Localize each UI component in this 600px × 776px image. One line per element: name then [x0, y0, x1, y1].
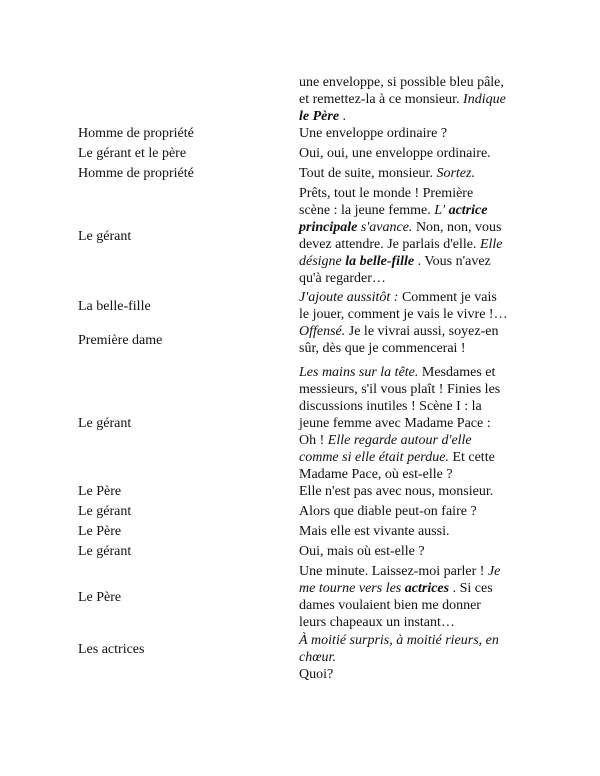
dialogue-line	[299, 398, 539, 415]
dialogue-line	[299, 614, 539, 631]
dialogue-text	[299, 74, 539, 125]
stage-direction: chœur.	[299, 650, 336, 665]
speaker-name: Les actrices	[78, 642, 145, 657]
dialogue-text	[299, 503, 539, 520]
spoken-text: Alors que diable peut-on faire ?	[299, 504, 477, 519]
dialogue-text	[299, 543, 539, 560]
spoken-text: Mais elle est vivante aussi.	[299, 524, 450, 539]
dialogue-text	[299, 364, 539, 483]
dialogue-text	[299, 323, 539, 357]
spoken-text: Une minute. Laissez-moi parler !	[299, 564, 488, 579]
stage-direction: Elle	[479, 237, 503, 252]
dialogue-line	[299, 289, 539, 306]
spoken-text: .	[339, 109, 347, 124]
dialogue-line	[299, 91, 539, 108]
emphasis-text: actrices	[404, 581, 450, 596]
stage-direction: Offensé.	[299, 324, 346, 339]
dialogue-line	[299, 270, 539, 287]
dialogue-line	[299, 364, 539, 381]
dialogue-text	[299, 125, 539, 142]
dialogue-line	[299, 253, 539, 270]
dialogue-text	[299, 483, 539, 500]
speaker-name: Le Père	[78, 524, 122, 539]
dialogue-text	[299, 632, 539, 666]
dialogue-line	[299, 523, 539, 540]
speaker-name: Le gérant	[78, 504, 132, 519]
dialogue-line	[299, 74, 539, 91]
spoken-text: devez attendre. Je parlais d'elle.	[299, 237, 480, 252]
emphasis-text: la belle-fille	[345, 254, 415, 269]
speaker-name: Première dame	[78, 333, 163, 348]
spoken-text: sûr, dès que je commencerai !	[299, 341, 466, 356]
dialogue-line	[299, 580, 539, 597]
speaker-name: Le Père	[78, 484, 122, 499]
dialogue-text	[299, 165, 539, 182]
dialogue-text	[299, 289, 539, 323]
dialogue-line	[299, 219, 539, 236]
spoken-text: le jouer, comment je vais le vivre !…	[299, 307, 508, 322]
spoken-text: Quoi?	[299, 667, 334, 682]
stage-direction: L'	[434, 203, 449, 218]
emphasis-text: principale	[299, 220, 358, 235]
spoken-text: Une enveloppe ordinaire ?	[299, 126, 448, 141]
dialogue-line	[299, 202, 539, 219]
spoken-text: et remettez-la à ce monsieur.	[299, 92, 464, 107]
stage-direction: désigne	[299, 254, 346, 269]
stage-direction: s'avance.	[357, 220, 413, 235]
dialogue-text	[299, 563, 539, 631]
dialogue-line	[299, 597, 539, 614]
spoken-text: Oui, mais où est-elle ?	[299, 544, 425, 559]
dialogue-line	[299, 543, 539, 560]
spoken-text: Tout de suite, monsieur.	[299, 166, 437, 181]
dialogue-line	[299, 466, 539, 483]
dialogue-line	[299, 108, 539, 125]
speaker-name: Le gérant	[78, 229, 132, 244]
emphasis-text: actrice	[448, 203, 488, 218]
stage-direction: Sortez.	[436, 166, 475, 181]
speaker-name: Homme de propriété	[78, 126, 194, 141]
dialogue-line	[299, 145, 539, 162]
dialogue-text	[299, 145, 539, 162]
dialogue-line	[299, 306, 539, 323]
spoken-text: Oui, oui, une enveloppe ordinaire.	[299, 146, 491, 161]
speaker-name: Le gérant	[78, 416, 132, 431]
dialogue-line	[299, 666, 539, 683]
dialogue-line	[299, 432, 539, 449]
emphasis-text: le Père	[299, 109, 340, 124]
dialogue-line	[299, 323, 539, 340]
dialogue-line	[299, 125, 539, 142]
speaker-name: Le Père	[78, 590, 122, 605]
speaker-name: La belle-fille	[78, 299, 151, 314]
dialogue-text	[299, 523, 539, 540]
spoken-text: Mesdames et	[418, 365, 496, 380]
spoken-text: Comment je vais	[398, 290, 497, 305]
dialogue-line	[299, 449, 539, 466]
speaker-name: Le gérant et le père	[78, 146, 187, 161]
spoken-text: . Si ces	[449, 581, 493, 596]
stage-direction: À moitié surpris, à moitié rieurs, en	[299, 633, 499, 648]
spoken-text: Et cette	[448, 450, 495, 465]
spoken-text: discussions inutiles ! Scène I : la	[299, 399, 482, 414]
spoken-text: Je le vivrai aussi, soyez-en	[345, 324, 499, 339]
dialogue-line	[299, 649, 539, 666]
stage-direction: J'ajoute aussitôt :	[299, 290, 399, 305]
spoken-text: une enveloppe, si possible bleu pâle,	[299, 75, 504, 90]
spoken-text: scène : la jeune femme.	[299, 203, 435, 218]
spoken-text: leurs chapeaux un instant…	[299, 615, 455, 630]
stage-direction: Je	[487, 564, 501, 579]
dialogue-line	[299, 381, 539, 398]
stage-direction: Les mains sur la tête.	[299, 365, 419, 380]
spoken-text: messieurs, s'il vous plaît ! Finies les	[299, 382, 501, 397]
spoken-text: Madame Pace, où est-elle ?	[299, 467, 453, 482]
spoken-text: dames voulaient bien me donner	[299, 598, 481, 613]
dialogue-line	[299, 563, 539, 580]
spoken-text: qu'à regarder…	[299, 271, 386, 286]
spoken-text: . Vous n'avez	[414, 254, 491, 269]
stage-direction: comme si elle était perdue.	[299, 450, 449, 465]
speaker-name: Homme de propriété	[78, 166, 194, 181]
dialogue-line	[299, 165, 539, 182]
stage-direction: me tourne vers les	[299, 581, 405, 596]
dialogue-line	[299, 632, 539, 649]
spoken-text: Elle n'est pas avec nous, monsieur.	[299, 484, 494, 499]
spoken-text: jeune femme avec Madame Pace :	[299, 416, 491, 431]
stage-direction: Elle regarde autour d'elle	[327, 433, 472, 448]
spoken-text: Oh !	[299, 433, 328, 448]
spoken-text: Non, non, vous	[412, 220, 502, 235]
dialogue-line	[299, 236, 539, 253]
speaker-name: Le gérant	[78, 544, 132, 559]
dialogue-text	[299, 185, 539, 287]
dialogue-line	[299, 503, 539, 520]
dialogue-line	[299, 185, 539, 202]
dialogue-line	[299, 340, 539, 357]
dialogue-text	[299, 666, 539, 683]
stage-direction: Indique	[463, 92, 506, 107]
dialogue-line	[299, 415, 539, 432]
spoken-text: Prêts, tout le monde ! Première	[299, 186, 474, 201]
dialogue-line	[299, 483, 539, 500]
